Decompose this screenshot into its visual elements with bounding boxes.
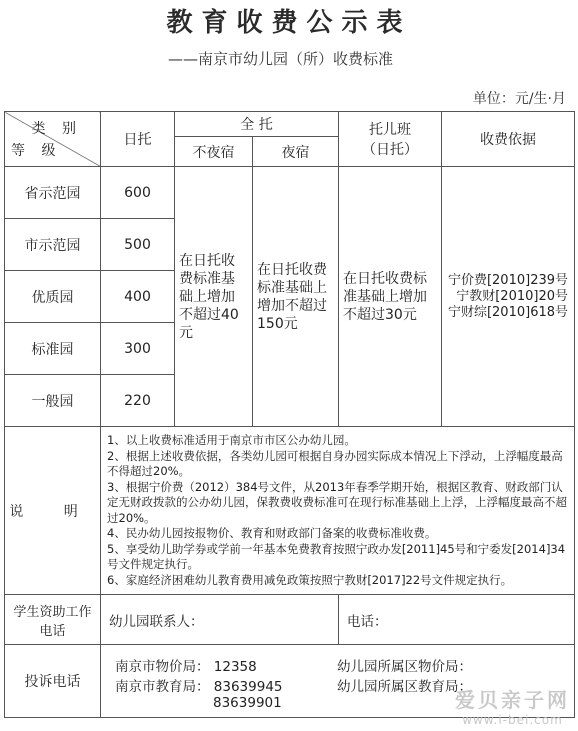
row-fee: 600 [101, 167, 175, 219]
header-category-level [5, 112, 101, 167]
header-nursery-line2: （日托） [362, 142, 419, 158]
note-item: 6、家庭经济困难幼儿教育费用减免政策按照宁教财[2017]22号文件规定执行。 [107, 572, 513, 587]
row-fee: 300 [101, 323, 175, 375]
fee-table [4, 111, 575, 718]
row-level: 省示范园 [5, 167, 101, 219]
aid-contact: 幼儿园联系人： [101, 595, 339, 645]
city-edu-bureau-2: 83639901 [213, 695, 282, 711]
boarding-rule: 在日托收费标准基础上增加不超过150元 [253, 167, 339, 427]
row-level: 标准园 [5, 323, 101, 375]
basis-doc: 宁价费[2010]239号 [447, 272, 569, 288]
no-boarding-rule: 在日托收费标准基础上增加不超过40元 [175, 167, 253, 427]
city-edu-bureau: 南京市教育局： 83639945 [115, 679, 283, 695]
aid-label-line2: 电话 [39, 623, 66, 639]
header-boarding: 夜宿 [253, 137, 339, 167]
row-fee: 500 [101, 219, 175, 271]
page-title: 教育收费公示表 [166, 8, 412, 38]
note-item: 2、根据上述收费依据，各类幼儿园可根据自身办园实际成本情况上下浮动，上浮幅度最高不得超过20%。 [107, 448, 563, 478]
complaint-label: 投诉电话 [5, 645, 101, 718]
header-level: 等 级 [11, 143, 62, 159]
row-level: 市示范园 [5, 219, 101, 271]
note-item: 1、以上收费标准适用于南京市市区公办幼儿园。 [107, 433, 356, 447]
row-level: 一般园 [5, 375, 101, 427]
header-category: 类 别 [31, 121, 82, 137]
notes-label: 说 明 [5, 427, 101, 595]
header-no-boarding: 不夜宿 [175, 137, 253, 167]
note-item: 3、根据宁价费（2012）384号文件，从2013年春季学期开始，根据区教育、财政部门认定无财政拨款的公办幼儿园，保教费收费标准可在现行标准基础上上浮，上浮幅度最高不超过20%。 [107, 479, 567, 525]
header-day-care: 日托 [101, 112, 175, 167]
row-fee: 220 [101, 375, 175, 427]
district-edu-bureau: 幼儿园所属区教育局： [337, 679, 472, 695]
header-nursery-line1: 托儿班 [369, 122, 412, 138]
aid-phone: 电话： [339, 595, 575, 645]
city-price-bureau: 南京市物价局： 12358 [115, 659, 257, 675]
notes [101, 427, 575, 595]
row-level: 优质园 [5, 271, 101, 323]
row-fee: 400 [101, 271, 175, 323]
aid-label-line1: 学生资助工作 [13, 604, 92, 620]
note-item: 5、享受幼儿助学券或学前一年基本免费教育按照宁政办发[2011]45号和宁委发[2014]34号文件规定执行。 [107, 541, 566, 571]
basis-doc: 宁财综[2010]618号 [447, 304, 569, 320]
watermark-line2: www.i-bei.com [462, 713, 563, 727]
aid-label [5, 595, 101, 645]
header-basis: 收费依据 [442, 112, 575, 167]
note-item: 4、民办幼儿园按报物价、教育和财政部门备案的收费标准收费。 [107, 526, 437, 540]
watermark [455, 684, 570, 727]
header-full-care: 全 托 [175, 112, 339, 137]
page-subtitle: ——南京市幼儿园（所）收费标准 [168, 50, 394, 68]
nursery-rule: 在日托收费标准基础上增加不超过30元 [339, 167, 442, 427]
unit-label: 单位：元/生·月 [472, 91, 566, 107]
header-nursery [339, 112, 442, 167]
basis-documents [442, 167, 575, 427]
basis-doc: 宁教财[2010]20号 [456, 288, 569, 304]
watermark-line1: 爱贝亲子网 [455, 688, 570, 712]
district-price-bureau: 幼儿园所属区物价局： [337, 659, 472, 675]
